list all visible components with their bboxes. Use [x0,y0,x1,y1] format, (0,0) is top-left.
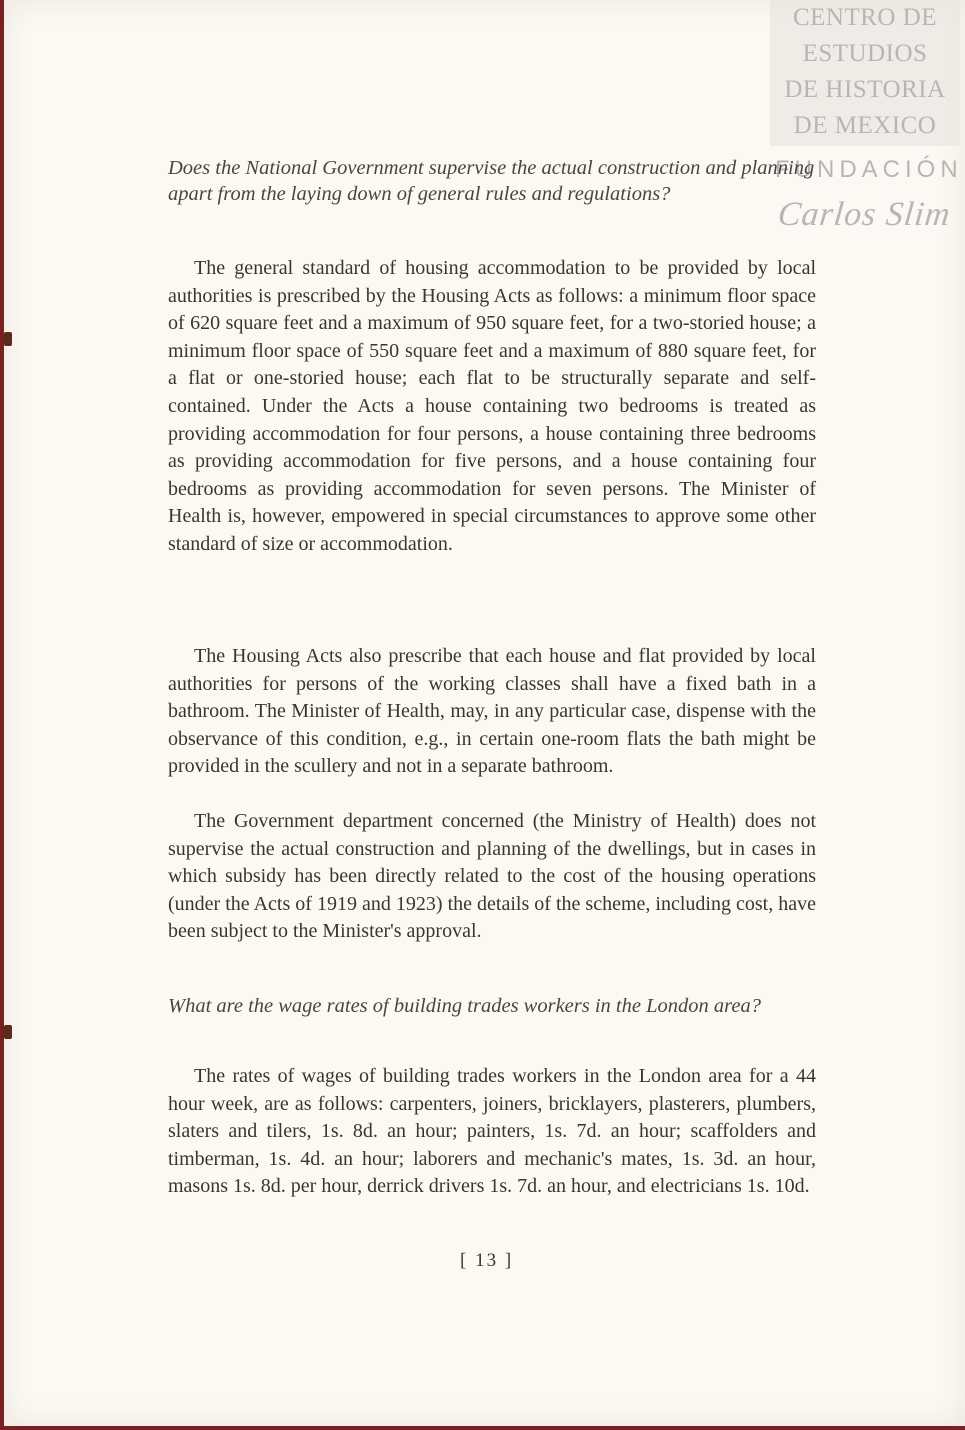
body-paragraph: The Government department concerned (the Ministry of Health) does not supervise the actual construction and planning of the dwellings, but in cases in which subsidy has been directly related to the cost of the housing operations (under the Acts of 1919 and 1923) the details of the scheme, including cost, have been subject to the Minister's approval. [168,810,816,943]
body-paragraph: The general standard of housing accommodation to be provided by local authorities is prescribed by the Housing Acts as follows: a minimum floor space of 620 square feet and a maximum of 950 square feet, for a two-storied house; a minimum floor space of 550 square feet and a maximum of 880 square feet, for a flat or one-storied house; each flat to be structurally separate and self-contained. Under the Acts a house containing two bedrooms is treated as providing accommodation for four persons, a house containing three bedrooms as providing accommodation for five persons, and a house containing four bedrooms as providing accommodation for seven persons. The Minister of Health is, however, empowered in special circumstances to approve some other standard of size or accommodation. [168,257,816,555]
watermark-line: DE HISTORIA [784,76,946,103]
page-number: [ 13 ] [460,1250,514,1271]
watermark-stamp [770,0,960,144]
body-paragraph: The Housing Acts also prescribe that each house and flat provided by local authorities for persons of the working classes shall have a fixed bath in a bathroom. The Minister of Health, may, in any particular case, dispense with the observance of this condition, e.g., in certain one-room flats the bath might be provided in the scullery and not in a separate bathroom. [168,645,816,778]
watermark-line: ESTUDIOS [802,40,928,67]
body-paragraph: The rates of wages of building trades workers in the London area for a 44 hour week, are as follows: carpenters, joiners, bricklayers, plasterers, plumbers, slaters and tilers, 1s. 8d. an hour; painters, 1s. 7d. an hour; scaffolders and timberman, 1s. 4d. an hour; laborers and mechanic's mates, 1s. 3d. an hour, masons 1s. 8d. per hour, derrick drivers 1s. 7d. an hour, and electricians 1s. 10d. [168,1065,816,1198]
question-heading: Does the National Government supervise the actual construction and planning apart from the laying down of general rules and regulations? [168,157,815,205]
binding-mark [4,1025,12,1039]
watermark-fundacion: FUNDACIÓN [775,156,963,183]
watermark-line: DE MEXICO [793,112,937,139]
watermark-line: CENTRO DE [792,4,938,31]
binding-mark [4,332,12,346]
question-heading: What are the wage rates of building trades workers in the London area? [168,995,761,1017]
watermark-signature: Carlos Slim [776,196,953,233]
